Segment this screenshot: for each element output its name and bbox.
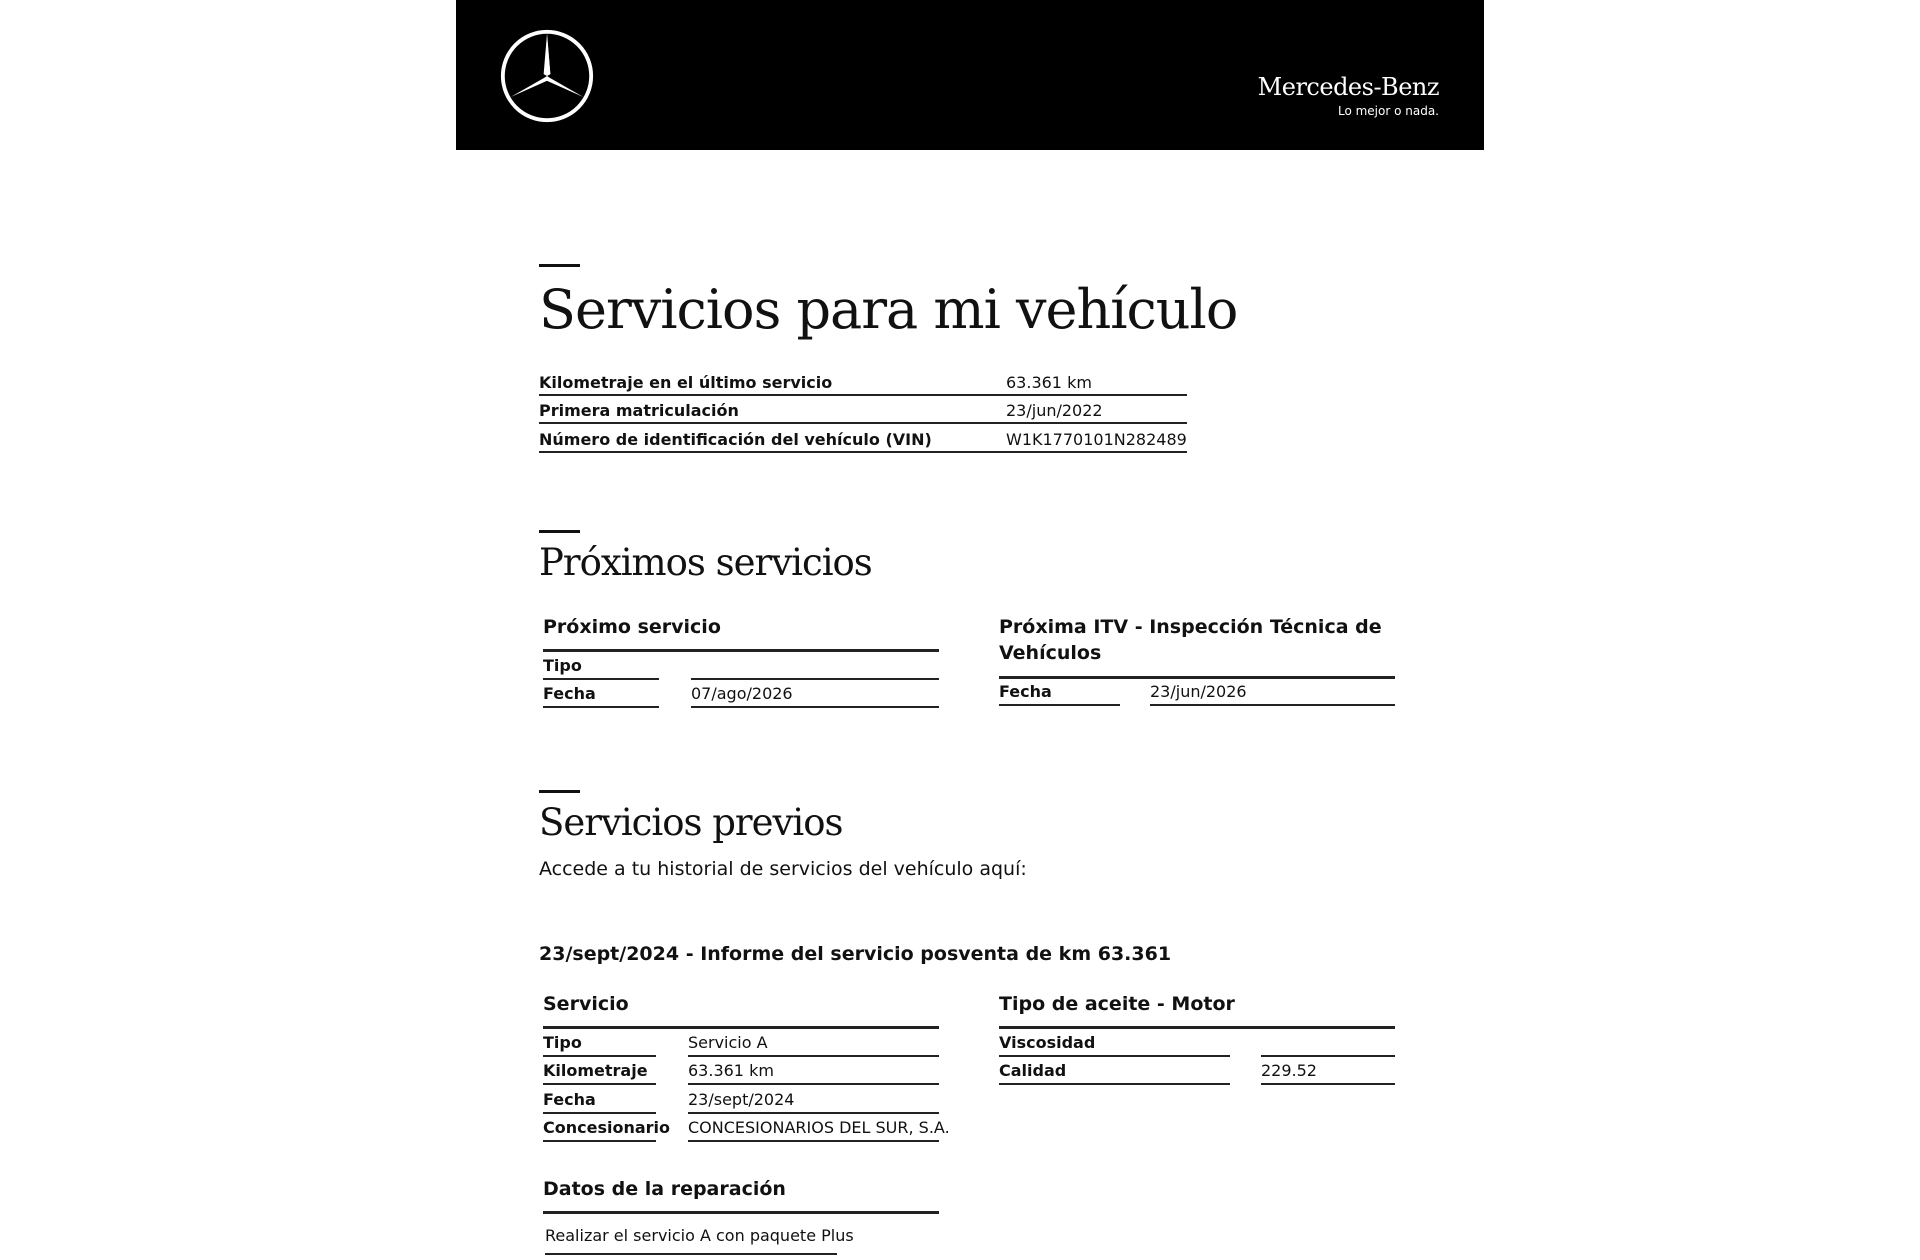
vehicle-info-label: Kilometraje en el último servicio bbox=[539, 373, 833, 392]
brand-tagline: Lo mejor o nada. bbox=[1337, 104, 1439, 118]
next-service-type-value bbox=[691, 652, 939, 680]
itv-date-value: 23/jun/2026 bbox=[1150, 678, 1395, 706]
service-report-title: 23/sept/2024 - Informe del servicio posventa de km 63.361 bbox=[539, 943, 1172, 965]
oil-field-value: 229.52 bbox=[1261, 1057, 1395, 1085]
brand-name: Mercedes-Benz bbox=[1257, 73, 1439, 101]
service-heading: Servicio bbox=[543, 993, 629, 1015]
service-field-value: Servicio A bbox=[688, 1029, 939, 1057]
service-field-value: CONCESIONARIOS DEL SUR, S.A. bbox=[688, 1114, 939, 1142]
vehicle-info-row bbox=[539, 425, 1187, 453]
vehicle-info-value: 63.361 km bbox=[1006, 373, 1092, 392]
repair-data-rule bbox=[543, 1211, 939, 1214]
vehicle-info-label: Número de identificación del vehículo (VIN) bbox=[539, 430, 932, 449]
history-intro-text: Accede a tu historial de servicios del vehículo aquí: bbox=[539, 858, 1027, 880]
previous-services-title: Servicios previos bbox=[539, 801, 843, 844]
service-field-value: 23/sept/2024 bbox=[688, 1086, 939, 1114]
upcoming-services-title: Próximos servicios bbox=[539, 541, 872, 584]
itv-heading-line: Vehículos bbox=[999, 642, 1102, 664]
oil-field-label: Viscosidad bbox=[999, 1029, 1230, 1057]
next-service-date-label: Fecha bbox=[543, 680, 659, 708]
next-service-type-label: Tipo bbox=[543, 652, 659, 680]
service-field-value: 63.361 km bbox=[688, 1057, 939, 1085]
repair-description: Realizar el servicio A con paquete Plus bbox=[545, 1225, 837, 1255]
repair-data-heading: Datos de la reparación bbox=[543, 1178, 786, 1200]
vehicle-info-value: 23/jun/2022 bbox=[1006, 401, 1103, 420]
itv-heading-line: Próxima ITV - Inspección Técnica de bbox=[999, 616, 1382, 638]
vehicle-info-row bbox=[539, 368, 1187, 396]
oil-field-label: Calidad bbox=[999, 1057, 1230, 1085]
vehicle-info-row bbox=[539, 396, 1187, 424]
section-accent-line bbox=[539, 530, 580, 533]
next-service-date-value: 07/ago/2026 bbox=[691, 680, 939, 708]
vehicle-info-label: Primera matriculación bbox=[539, 401, 739, 420]
oil-field-value bbox=[1261, 1029, 1395, 1057]
itv-date-label: Fecha bbox=[999, 678, 1120, 706]
section-accent-line bbox=[539, 790, 580, 793]
title-accent-line bbox=[539, 264, 580, 267]
service-field-label: Concesionario bbox=[543, 1114, 656, 1142]
page-title: Servicios para mi vehículo bbox=[539, 278, 1238, 341]
oil-type-heading: Tipo de aceite - Motor bbox=[999, 993, 1235, 1015]
service-field-label: Tipo bbox=[543, 1029, 656, 1057]
service-field-label: Kilometraje bbox=[543, 1057, 656, 1085]
vehicle-info-value: W1K1770101N282489 bbox=[1006, 430, 1187, 449]
itv-heading bbox=[999, 614, 1382, 666]
next-service-heading: Próximo servicio bbox=[543, 616, 721, 638]
service-field-label: Fecha bbox=[543, 1086, 656, 1114]
